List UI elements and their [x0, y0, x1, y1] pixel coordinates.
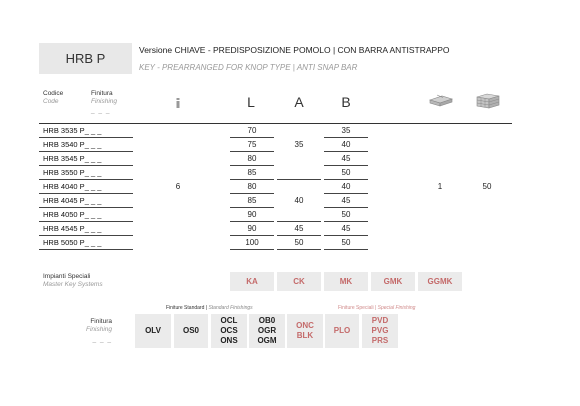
- title-italian: Versione CHIAVE - PREDISPOSIZIONE POMOLO | CON BARRA ANTISTRAPPO: [139, 45, 450, 55]
- l-divider: [230, 165, 274, 166]
- finish-code: PVG: [371, 326, 389, 335]
- l-divider: [230, 207, 274, 208]
- a-divider: [277, 179, 321, 180]
- row-divider: [39, 249, 133, 250]
- row-divider: [39, 235, 133, 236]
- finish-code: OLV: [145, 326, 161, 335]
- row-divider: [39, 165, 133, 166]
- value-b: 45: [341, 154, 351, 163]
- key-system-ggmk: GGMK: [418, 272, 462, 291]
- finish-option: [211, 314, 247, 348]
- standard-finishes-heading: Finiture Standard | Standard Finishings: [166, 305, 253, 311]
- b-divider: [324, 179, 368, 180]
- table-row-code: HRB 5050 P_ _ _: [43, 238, 102, 247]
- table-row-code: HRB 4040 P_ _ _: [43, 182, 102, 191]
- finish-code: OCL: [220, 316, 238, 325]
- pin-count: 6: [175, 182, 181, 191]
- value-l: 70: [247, 126, 257, 135]
- row-divider: [39, 207, 133, 208]
- box-pack-icon: [475, 91, 501, 109]
- key-system-mk: MK: [324, 272, 368, 291]
- b-divider: [324, 249, 368, 250]
- finish-option: [174, 314, 208, 348]
- finish-code: ONS: [220, 336, 238, 345]
- key-systems-sub: Master Key Systems: [43, 281, 103, 288]
- l-divider: [230, 151, 274, 152]
- l-divider: [230, 235, 274, 236]
- finish-code: OS0: [182, 326, 199, 335]
- value-l: 90: [247, 210, 257, 219]
- finishing-sub: Finishing: [85, 326, 112, 333]
- value-a: 45: [294, 224, 304, 233]
- l-divider: [230, 249, 274, 250]
- finish-option: [249, 314, 285, 348]
- column-a: A: [294, 94, 304, 110]
- finish-code: OCS: [220, 326, 238, 335]
- value-b: 50: [341, 238, 351, 247]
- title-english: KEY - PREARRANGED FOR KNOP TYPE | ANTI SNAP BAR: [139, 63, 358, 72]
- model-name: HRB P: [65, 51, 106, 66]
- row-divider: [39, 137, 133, 138]
- table-row-code: HRB 4545 P_ _ _: [43, 224, 102, 233]
- row-divider: [39, 221, 133, 222]
- table-row-code: HRB 4050 P_ _ _: [43, 210, 102, 219]
- l-divider: [230, 193, 274, 194]
- header-codice: Codice: [43, 90, 64, 97]
- table-row-code: HRB 3535 P_ _ _: [43, 126, 102, 135]
- value-a: 50: [294, 238, 304, 247]
- table-top-rule: [39, 123, 512, 124]
- header-finitura: Finitura: [91, 90, 113, 97]
- row-divider: [39, 151, 133, 152]
- table-row-code: HRB 3545 P_ _ _: [43, 154, 102, 163]
- finish-code: PRS: [371, 336, 389, 345]
- finish-option-special: [362, 314, 398, 348]
- value-l: 85: [247, 196, 257, 205]
- value-l: 75: [247, 140, 257, 149]
- b-divider: [324, 151, 368, 152]
- finish-code: BLK: [296, 331, 314, 340]
- special-finishes-label-en: Special Finishing: [377, 305, 416, 311]
- a-divider: [277, 235, 321, 236]
- finish-code: OGR: [257, 326, 277, 335]
- value-l: 85: [247, 168, 257, 177]
- value-l: 80: [247, 182, 257, 191]
- special-finishes-label: Finiture Speciali: [338, 305, 374, 311]
- finish-code: PVD: [371, 316, 389, 325]
- header-code: Code: [43, 98, 59, 105]
- value-a: 40: [294, 196, 304, 205]
- standard-finishes-label-en: Standard Finishings: [208, 305, 253, 311]
- b-divider: [324, 137, 368, 138]
- l-divider: [230, 179, 274, 180]
- single-pack-icon: [428, 93, 454, 107]
- table-row-code: HRB 4045 P_ _ _: [43, 196, 102, 205]
- key-system-ck: CK: [277, 272, 321, 291]
- pack-quantity: 1: [437, 182, 443, 191]
- finish-code: OB0: [258, 316, 276, 325]
- value-l: 80: [247, 154, 257, 163]
- key-system-gmk: GMK: [371, 272, 415, 291]
- l-divider: [230, 221, 274, 222]
- finishing-label: Finitura: [90, 318, 112, 325]
- column-b: B: [341, 94, 351, 110]
- key-systems-label: Impianti Speciali: [43, 273, 91, 280]
- value-b: 40: [341, 182, 351, 191]
- model-box: [39, 43, 132, 74]
- value-b: 35: [341, 126, 351, 135]
- key-system-ka: KA: [230, 272, 274, 291]
- b-divider: [324, 207, 368, 208]
- b-divider: [324, 165, 368, 166]
- table-row-code: HRB 3550 P_ _ _: [43, 168, 102, 177]
- finish-code: PLO: [333, 326, 351, 335]
- column-l: L: [247, 94, 255, 110]
- value-b: 40: [341, 140, 351, 149]
- value-b: 45: [341, 196, 351, 205]
- b-divider: [324, 221, 368, 222]
- finish-code: ONC: [296, 321, 314, 330]
- pin-icon: [175, 95, 181, 105]
- l-divider: [230, 137, 274, 138]
- header-finish-dash: _ _ _: [91, 107, 111, 114]
- finish-option-special: [325, 314, 359, 348]
- value-l: 90: [247, 224, 257, 233]
- value-b: 50: [341, 168, 351, 177]
- b-divider: [324, 193, 368, 194]
- value-b: 50: [341, 210, 351, 219]
- a-divider: [277, 221, 321, 222]
- a-divider: [277, 249, 321, 250]
- row-divider: [39, 193, 133, 194]
- finish-option-special: [287, 314, 323, 348]
- finish-code: OGM: [257, 336, 277, 345]
- value-a: 35: [294, 140, 304, 149]
- box-quantity: 50: [482, 182, 492, 191]
- value-b: 45: [341, 224, 351, 233]
- value-l: 100: [245, 238, 259, 247]
- standard-finishes-label: Finiture Standard: [166, 305, 205, 311]
- special-finishes-heading: Finiture Speciali | Special Finishing: [338, 305, 416, 311]
- finish-option: [135, 314, 171, 348]
- header-finishing: Finishing: [91, 98, 118, 105]
- b-divider: [324, 235, 368, 236]
- finishing-dash: _ _ _: [92, 336, 112, 343]
- row-divider: [39, 179, 133, 180]
- table-row-code: HRB 3540 P_ _ _: [43, 140, 102, 149]
